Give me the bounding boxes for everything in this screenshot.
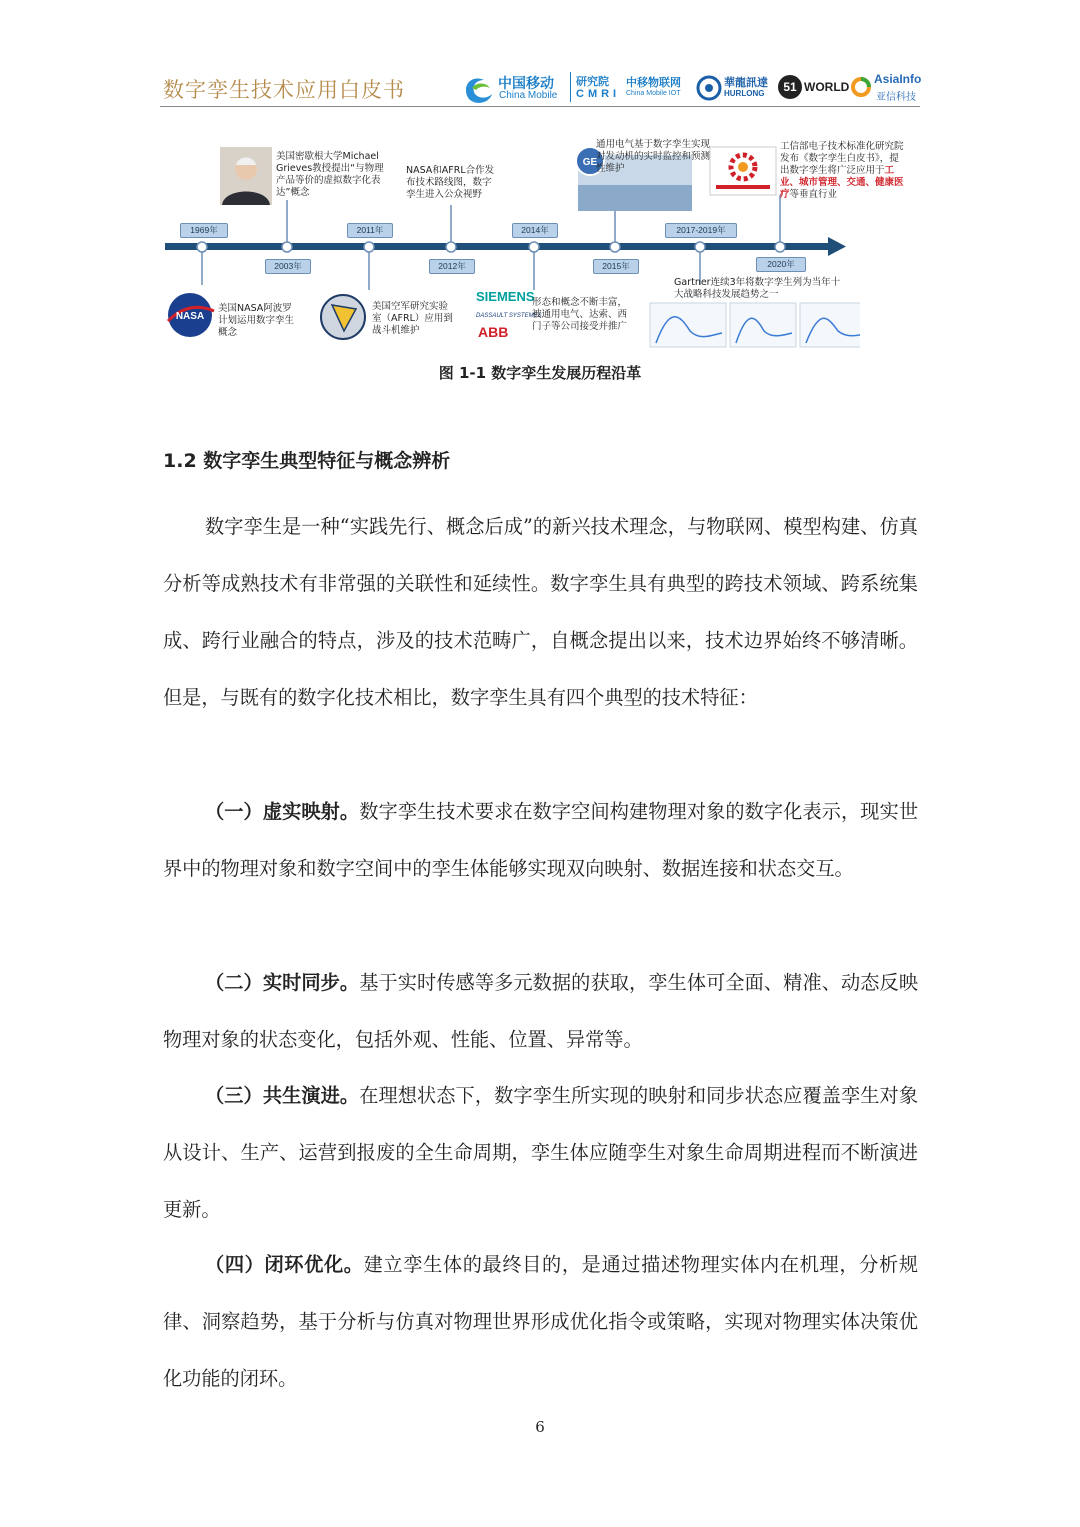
world51-logo: 51 [778,75,802,99]
intro-paragraph: 数字孪生是一种“实践先行、概念后成”的新兴技术理念，与物联网、模型构建、仿真分析等成熟技术有非常强的关联性和延续性。数字孪生具有典型的跨技术领域、跨系统集成、跨行业融合的特点，涉及的技术范畴广，自概念提出以来，技术边界始终不够清晰。但是，与既有的数字化技术相比，数字孪生具有四个典型的技术特征： [163,515,918,709]
nasa-logo-icon [168,293,214,337]
section-title: 1.2 数字孪生典型特征与概念辨析 [163,450,451,472]
feature-1-lead: （一）虚实映射。 [205,800,360,823]
gartner-hype-cycle-images [650,303,860,347]
hurlong-cn: 華龍訊達 [724,77,768,89]
timeline-figure [160,135,904,350]
dassault-logo: DASSAULT SYSTEMES [476,313,542,319]
event-2015-caption: 通用电气基于数字孪生实现对发动机的实时监控和预测性维护 [596,139,711,174]
svg-text:NASA: NASA [175,311,205,322]
timeline-axis [165,243,830,250]
year-2012: 2012年 [429,259,475,274]
timeline-arrow-head [828,237,846,256]
hurlong-en: HURLONG [724,89,765,98]
feature-paragraph-2 [163,954,918,1068]
feature-paragraph-3 [163,1067,918,1238]
abb-logo: ABB [478,324,509,340]
feature-2-lead: （二）实时同步。 [205,971,360,994]
document-title: 数字孪生技术应用白皮书 [163,78,405,102]
event-2020-caption-tail: 等垂直行业 [789,189,838,200]
hurlong-logo-icon [696,75,722,101]
feature-paragraph-4 [163,1236,918,1407]
year-2011: 2011年 [347,223,393,238]
header-rule [160,106,920,107]
year-1969: 1969年 [180,223,228,238]
asiainfo-en: AsiaInfo [874,72,922,86]
year-2014: 2014年 [512,223,558,238]
event-2012-caption: NASA和AFRL合作发布技术路线图，数字孪生进入公众视野 [406,165,495,200]
logo-divider [570,72,571,102]
year-2015: 2015年 [593,259,639,274]
timeline-connectors [197,195,785,290]
cmri-cn: 研究院 [576,76,609,88]
iot-cn: 中移物联网 [626,77,681,89]
cmri-en: CMRI [576,88,621,100]
siemens-logo: SIEMENS [476,289,535,304]
feature-3-body: 在理想状态下，数字孪生所实现的映射和同步状态应覆盖孪生对象从设计、生产、运营到报废的全生命周期，孪生体应随孪生对象生命周期进程而不断演进更新。 [163,1084,919,1221]
year-2003: 2003年 [265,259,311,274]
feature-2-body: 基于实时传感等多元数据的获取，孪生体可全面、精准、动态反映物理对象的状态变化，包括外观、性能、位置、异常等。 [163,971,919,1051]
event-2011-caption: 美国空军研究实验室（AFRL）应用到战斗机维护 [372,301,453,336]
page-number: 6 [535,1418,545,1436]
event-2020-highlight: 工业、城市管理、交通、健康医疗 [780,165,904,200]
feature-4-body: 建立孪生体的最终目的，是通过描述物理实体内在机理，分析规律、洞察趋势，基于分析与仿真对物理世界形成优化指令或策略，实现对物理实体决策优化功能的闭环。 [163,1253,919,1390]
feature-4-lead: （四）闭环优化。 [205,1253,364,1276]
event-2017-2019-caption: Gartner连续3年将数字孪生列为当年十大战略科技发展趋势之一 [674,277,841,300]
asiainfo-logo-icon [850,76,872,98]
event-2020-caption-main: 工信部电子技术标准化研究院发布《数字孪生白皮书》，提出数字孪生将广泛应用于 [780,141,904,176]
asiainfo-cn: 亚信科技 [876,92,916,103]
feature-paragraph-1 [163,783,918,897]
china-mobile-cn: 中国移动 [498,75,554,91]
china-mobile-en: China Mobile [499,90,558,101]
figure-caption: 图 1-1 数字孪生发展历程沿革 [438,364,642,382]
event-2003-caption: 美国密歇根大学Michael Grieves教授提出“与物理产品等价的虚拟数字化表达”概念 [276,151,384,198]
year-2017-2019: 2017-2019年 [665,223,737,238]
feature-1-body: 数字孪生技术要求在数字空间构建物理对象的数字化表示，现实世界中的物理对象和数字空间中的孪生体能够实现双向映射、数据连接和状态交互。 [163,800,919,880]
miit-logo-icon [710,147,776,195]
afrl-emblem-icon [321,295,365,339]
iot-en: China Mobile IOT [626,90,681,97]
partner-logos [462,72,920,104]
china-mobile-logo-icon [462,74,496,104]
event-1969-caption: 美国NASA阿波罗计划运用数字孪生概念 [218,303,295,338]
svg-text:GE: GE [582,157,598,168]
feature-3-lead: （三）共生演进。 [205,1084,360,1107]
grieves-portrait-image [220,147,272,205]
year-2020: 2020年 [756,257,806,272]
event-2014-caption: 形态和概念不断丰富，被通用电气、达索、西门子等公司接受并推广 [532,297,628,332]
world-text: WORLD [804,80,850,94]
event-2020-caption [780,141,904,201]
